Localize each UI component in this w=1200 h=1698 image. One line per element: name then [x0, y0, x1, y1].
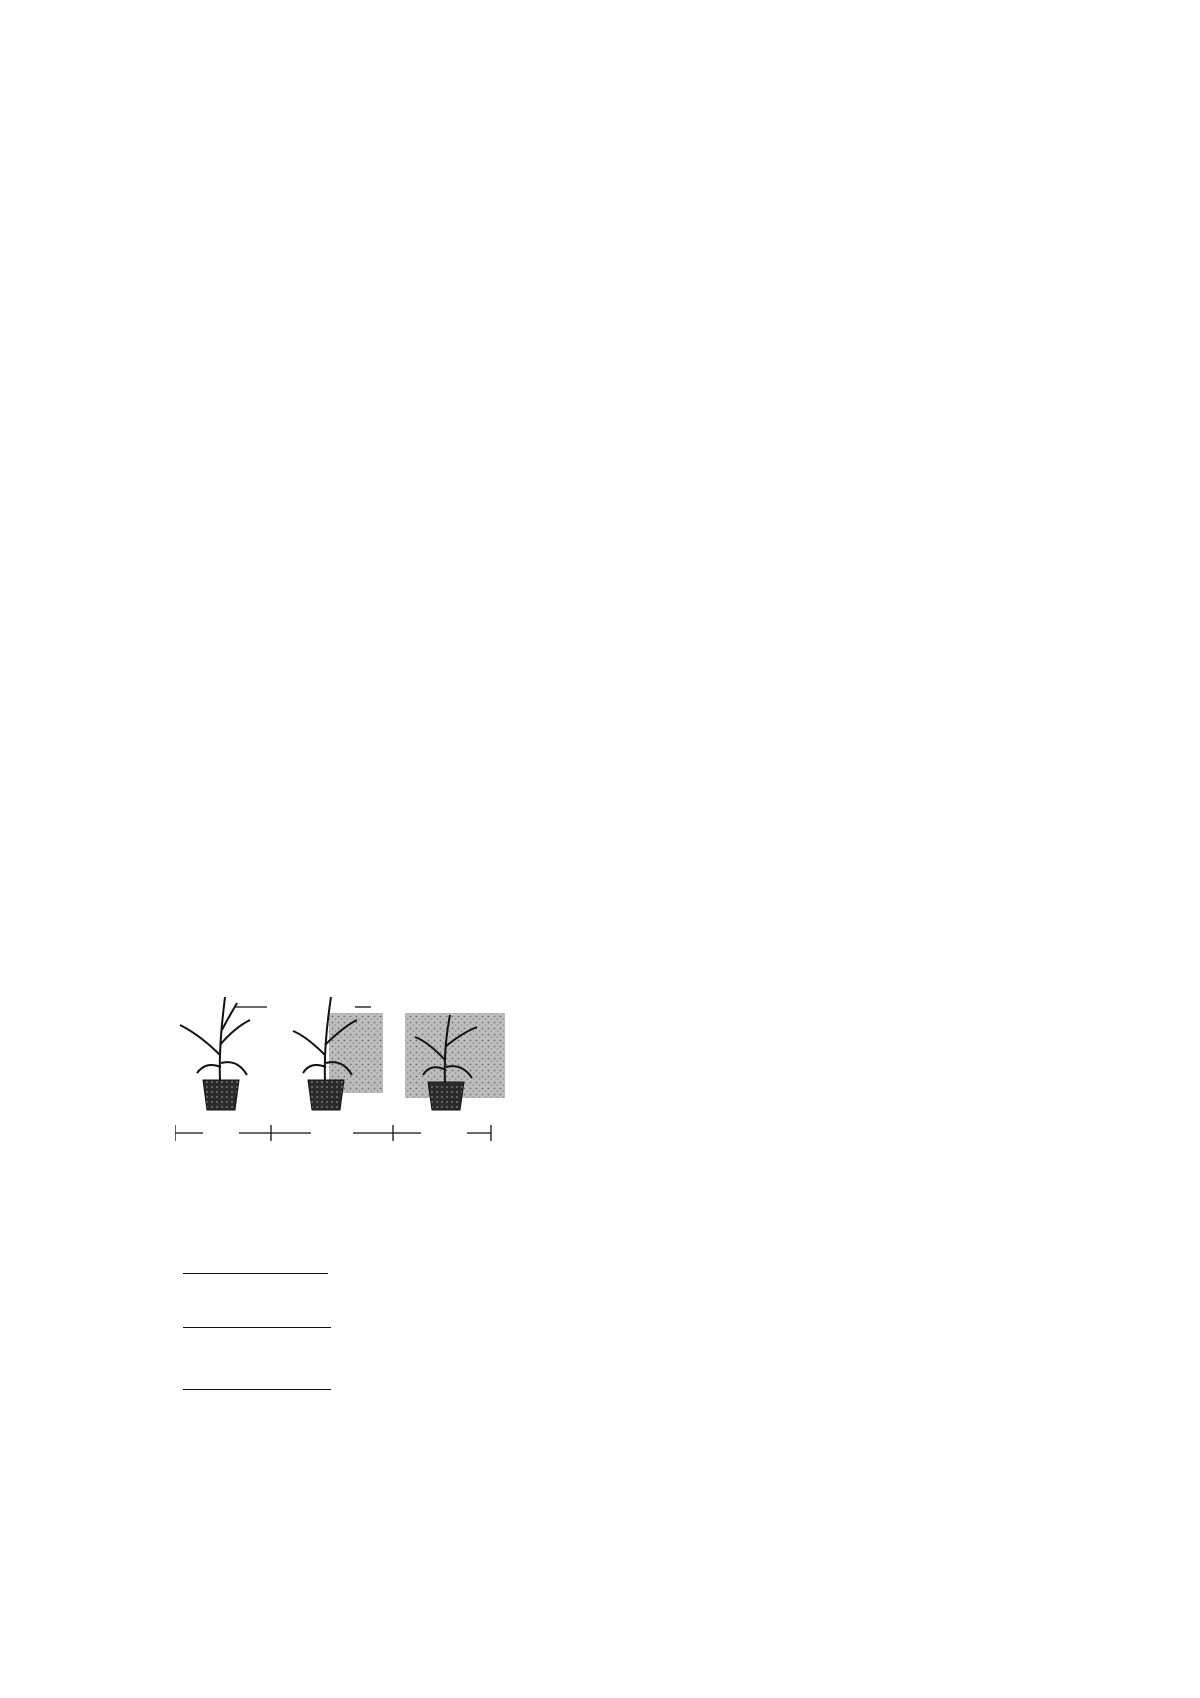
question-1-line-2 — [183, 1297, 1033, 1346]
plant-unshaded — [180, 997, 250, 1080]
answer-blank-1[interactable] — [183, 1251, 328, 1274]
chart-net-photosynthesis — [778, 975, 1028, 1190]
figure-a-plant-diagram — [175, 985, 530, 1200]
pot-1 — [203, 1080, 239, 1110]
questions-block — [183, 1230, 1033, 1408]
pot-2 — [308, 1080, 344, 1110]
answer-blank-2[interactable] — [183, 1305, 331, 1328]
question-2-line-2 — [183, 1359, 1033, 1408]
pot-3 — [428, 1082, 464, 1110]
chart-chlorophyll — [570, 975, 765, 1190]
question-1-line-1 — [183, 1243, 1033, 1292]
answer-blank-3[interactable] — [183, 1367, 331, 1390]
